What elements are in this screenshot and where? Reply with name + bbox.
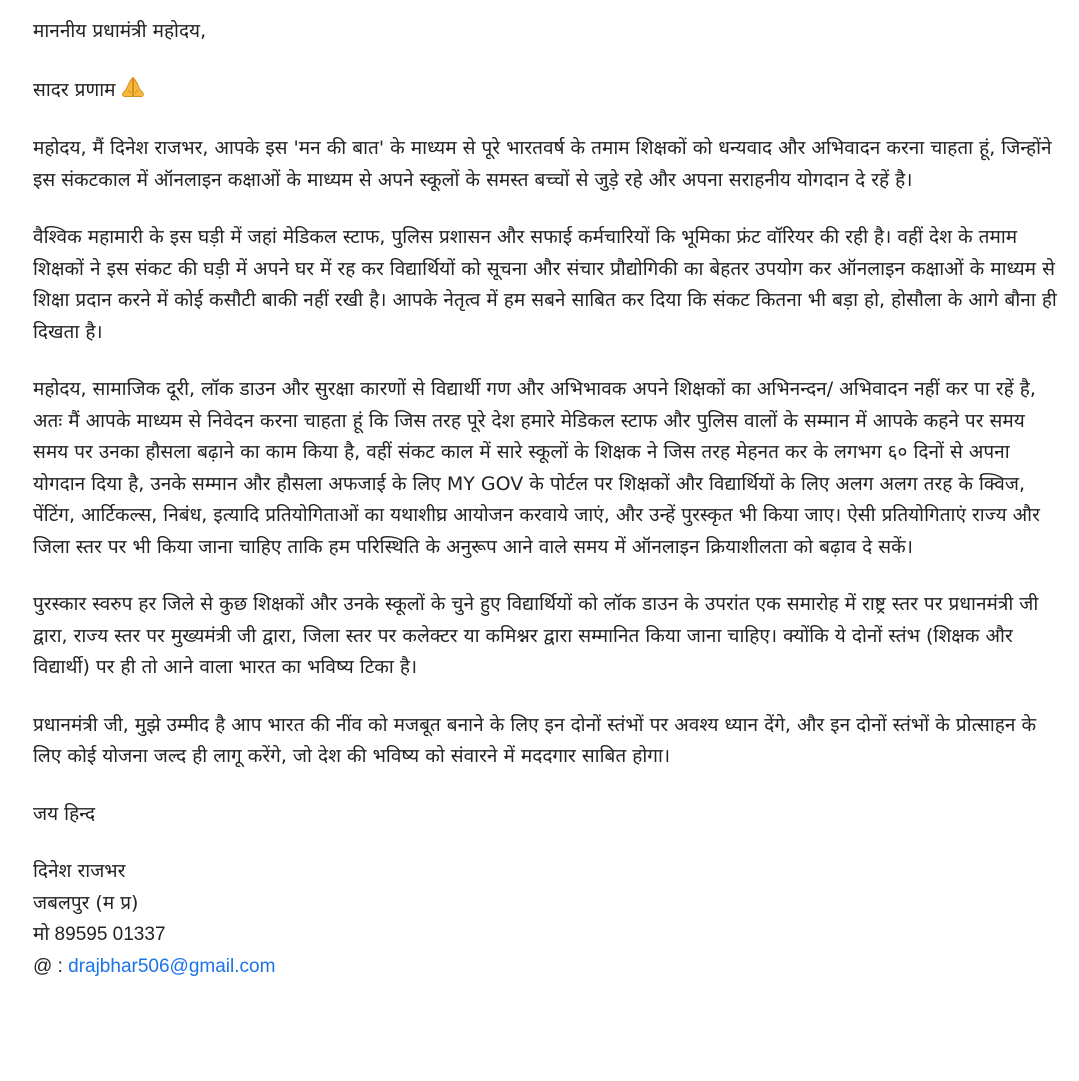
- folded-hands-icon: [120, 76, 146, 100]
- email-prefix: @ :: [33, 955, 69, 977]
- paragraph-1: महोदय, मैं दिनेश राजभर, आपके इस 'मन की बात' के माध्यम से पूरे भारतवर्ष के तमाम शिक्षकों को धन्यवाद और अभिवादन करना चाहता हूं, जिन्होंने इस संकटकाल में ऑनलाइन कक्षाओं के माध्यम से अपने स्कूलों के समस्त बच्चों से जुड़े रहे और अपना सराहनीय योगदान दे रहें है।: [33, 137, 1052, 191]
- signature-email-line: [33, 951, 1063, 983]
- greeting-line: [33, 75, 1063, 107]
- greeting-text: सादर प्रणाम: [33, 78, 116, 101]
- closing: जय हिन्द: [33, 802, 96, 825]
- paragraph-3: महोदय, सामाजिक दूरी, लॉक डाउन और सुरक्षा कारणों से विद्यार्थी गण और अभिभावक अपने शिक्षकों का अभिनन्दन/ अभिवादन नहीं कर पा रहें है, अतः मैं आपके माध्यम से निवेदन करना चाहता हूं कि जिस तरह पूरे देश हमारे मेडिकल स्टाफ और पुलिस वालों के सम्मान में आपके कहने पर समय समय पर उनका हौसला बढ़ाने का काम किया है, वहीं संकट काल में सारे स्कूलों के शिक्षक ने जिस तरह मेहनत कर के लगभग ६० दिनों से अपना योगदान दिया है, उनके सम्मान और हौसला अफजाई के लिए MY GOV के पोर्टल पर शिक्षकों और विद्यार्थियों के लिए अलग अलग तरह के क्विज, पेंटिंग, आर्टिकल्स, निबंध, इत्यादि प्रतियोगिताओं का यथाशीघ्र आयोजन करवाये जाएं, और उन्हें पुरस्कृत भी किया जाए। ऐसी प्रतियोगिताएं राज्य और जिला स्तर पर भी किया जाना चाहिए ताकि हम परिस्थिति के अनुरूप आने वाले समय में ऑनलाइन क्रियाशीलता को बढ़ाव दे सकें।: [33, 378, 1040, 558]
- signature-phone: मो 89595 01337: [33, 924, 166, 945]
- paragraph-5: प्रधानमंत्री जी, मुझे उम्मीद है आप भारत की नींव को मजबूत बनाने के लिए इन दोनों स्तंभों पर अवश्य ध्यान देंगे, और इन दोनों स्तंभों के प्रोत्साहन के लिए कोई योजना जल्द ही लागू करेंगे, जो देश की भविष्य को संवारने में मददगार साबित होगा।: [33, 713, 1037, 767]
- salutation: माननीय प्रधामंत्री महोदय,: [33, 20, 207, 42]
- email-link[interactable]: drajbhar506@gmail.com: [68, 955, 276, 977]
- signature-name: दिनेश राजभर: [33, 860, 126, 882]
- signature-place: जबलपुर (म प्र): [33, 891, 139, 914]
- signature: [33, 856, 1063, 982]
- letter-body: [33, 16, 1063, 982]
- paragraph-4: पुरस्कार स्वरुप हर जिले से कुछ शिक्षकों और उनके स्कूलों के चुने हुए विद्यार्थियों को लॉक डाउन के उपरांत एक समारोह में राष्ट्र स्तर पर प्रधानमंत्री जी द्वारा, राज्य स्तर पर मुख्यमंत्री जी द्वारा, जिला स्तर पर कलेक्टर या कमिश्नर द्वारा सम्मानित किया जाना चाहिए। क्योंकि ये दोनों स्तंभ (शिक्षक और विद्यार्थी) पर ही तो आने वाला भारत का भविष्य टिका है।: [33, 593, 1039, 678]
- paragraph-2: वैश्विक महामारी के इस घड़ी में जहां मेडिकल स्टाफ, पुलिस प्रशासन और सफाई कर्मचारियों कि भूमिका फ्रंट वॉरियर की रही है। वहीं देश के तमाम शिक्षकों ने इस संकट की घड़ी में अपने घर में रह कर विद्यार्थियों को सूचना और संचार प्रौद्योगिकी का बेहतर उपयोग कर ऑनलाइन कक्षाओं के माध्यम से शिक्षा प्रदान करने में कोई कसौटी बाकी नहीं रखी है। आपके नेतृत्व में हम सबने साबित कर दिया कि संकट कितना भी बड़ा हो, होसौला के आगे बौना ही दिखता है।: [33, 226, 1057, 343]
